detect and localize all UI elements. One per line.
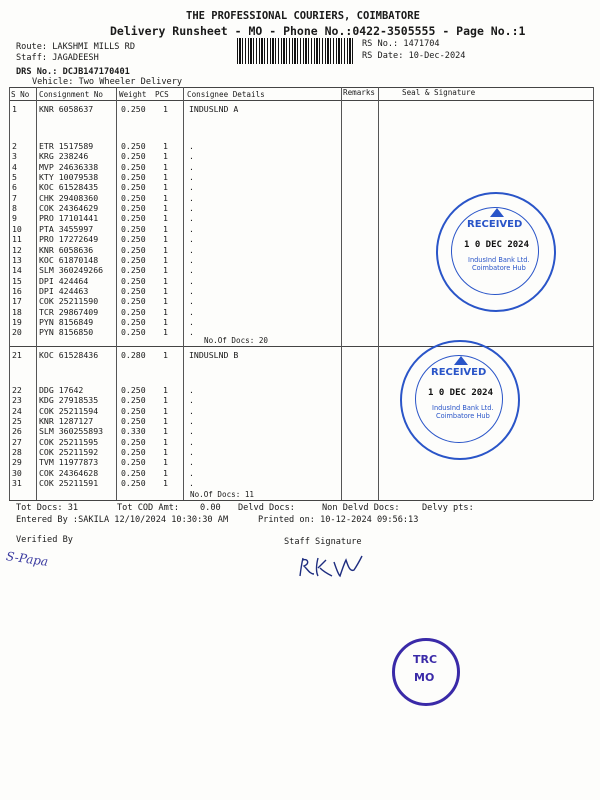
- row-consignee: .: [189, 213, 194, 224]
- row-pcs: 1: [163, 151, 168, 162]
- row-sno: 27: [12, 436, 22, 447]
- delvy-pts: Delvy pts:: [422, 503, 474, 513]
- row-consignment: KDG 27918535: [39, 395, 99, 406]
- row-pcs: 1: [163, 213, 168, 224]
- row-weight: 0.250: [121, 395, 146, 406]
- row-pcs: 1: [163, 234, 168, 245]
- row-sno: 5: [12, 172, 17, 183]
- row-consignment: PRO 17101441: [39, 213, 99, 224]
- row-sno: 17: [12, 296, 22, 307]
- row-consignee: .: [189, 244, 194, 255]
- table-row: [0, 478, 600, 488]
- row-sno: 24: [12, 405, 22, 416]
- no-of-docs: No.Of Docs: 20: [204, 336, 269, 345]
- row-pcs: 1: [163, 405, 168, 416]
- row-consignment: KNR 6058637: [39, 104, 94, 114]
- table-row: [0, 151, 600, 161]
- tot-docs: Tot Docs: 31: [16, 503, 79, 513]
- row-consignee: .: [189, 151, 194, 162]
- row-consignee: .: [189, 254, 194, 265]
- stamp-bank: IndusInd Bank Ltd.: [468, 256, 530, 264]
- row-pcs: 1: [163, 350, 168, 360]
- row-consignment: KOC 61528435: [39, 182, 99, 193]
- table-row: [0, 447, 600, 457]
- row-consignment: SLM 360249266: [39, 265, 104, 276]
- row-sno: 21: [12, 350, 22, 360]
- row-consignee: .: [189, 306, 194, 317]
- row-sno: 4: [12, 161, 17, 172]
- row-weight: 0.250: [121, 327, 146, 338]
- table-row: [0, 104, 600, 114]
- row-consignee: .: [189, 457, 194, 468]
- row-weight: 0.250: [121, 285, 146, 296]
- row-consignee: .: [189, 172, 194, 183]
- row-consignee: .: [189, 327, 194, 338]
- table-row: [0, 141, 600, 151]
- stamp-date: 1 0 DEC 2024: [428, 388, 494, 398]
- col-header-consignment: Consignment No: [39, 90, 104, 99]
- row-pcs: 1: [163, 254, 168, 265]
- row-sno: 30: [12, 467, 22, 478]
- row-pcs: 1: [163, 192, 168, 203]
- route-label: Route: LAKSHMI MILLS RD: [16, 42, 135, 52]
- row-weight: 0.250: [121, 213, 146, 224]
- row-consignee: .: [189, 447, 194, 458]
- row-pcs: 1: [163, 327, 168, 338]
- row-weight: 0.250: [121, 254, 146, 265]
- triangle-icon: [490, 208, 504, 217]
- row-pcs: 1: [163, 104, 168, 114]
- row-consignment: COK 24364629: [39, 203, 99, 214]
- row-pcs: 1: [163, 244, 168, 255]
- table-row: [0, 172, 600, 182]
- row-weight: 0.250: [121, 275, 146, 286]
- row-weight: 0.250: [121, 405, 146, 416]
- row-weight: 0.250: [121, 467, 146, 478]
- row-consignment: KOC 61528436: [39, 350, 99, 360]
- stamp-bank: IndusInd Bank Ltd.: [432, 404, 494, 412]
- row-consignment: TCR 29867409: [39, 306, 99, 317]
- row-consignment: KOC 61870148: [39, 254, 99, 265]
- row-weight: 0.250: [121, 316, 146, 327]
- row-consignee: .: [189, 426, 194, 437]
- row-sno: 25: [12, 416, 22, 427]
- row-weight: 0.250: [121, 161, 146, 172]
- row-sno: 6: [12, 182, 17, 193]
- table-row: [0, 182, 600, 192]
- tot-cod: Tot COD Amt:: [117, 503, 180, 513]
- row-consignee: .: [189, 203, 194, 214]
- row-consignee: .: [189, 296, 194, 307]
- row-consignment: COK 25211592: [39, 447, 99, 458]
- row-pcs: 1: [163, 223, 168, 234]
- staff-label: Staff: JAGADEESH: [16, 53, 99, 63]
- row-pcs: 1: [163, 275, 168, 286]
- row-consignment: DPI 424464: [39, 275, 89, 286]
- row-pcs: 1: [163, 478, 168, 489]
- triangle-icon: [454, 356, 468, 365]
- row-sno: 22: [12, 385, 22, 395]
- row-pcs: 1: [163, 447, 168, 458]
- row-pcs: 1: [163, 161, 168, 172]
- row-weight: 0.250: [121, 306, 146, 317]
- row-weight: 0.250: [121, 478, 146, 489]
- stamp-hub: Coimbatore Hub: [472, 264, 526, 272]
- row-pcs: 1: [163, 172, 168, 183]
- row-pcs: 1: [163, 385, 168, 395]
- row-consignment: CHK 29408360: [39, 192, 99, 203]
- row-consignee: .: [189, 161, 194, 172]
- stamp-hub: Coimbatore Hub: [436, 412, 490, 420]
- row-pcs: 1: [163, 457, 168, 468]
- row-sno: 28: [12, 447, 22, 458]
- row-weight: 0.250: [121, 223, 146, 234]
- row-sno: 13: [12, 254, 22, 265]
- row-pcs: 1: [163, 426, 168, 437]
- row-weight: 0.280: [121, 350, 146, 360]
- row-sno: 26: [12, 426, 22, 437]
- row-sno: 2: [12, 141, 17, 151]
- table-row: [0, 162, 600, 172]
- col-header-weight: Weight: [119, 90, 147, 99]
- row-weight: 0.330: [121, 426, 146, 437]
- col-header-remarks: Remarks: [343, 88, 376, 97]
- no-of-docs: No.Of Docs: 11: [190, 490, 255, 499]
- delvd-docs: Delvd Docs:: [238, 503, 295, 513]
- company-title: THE PROFESSIONAL COURIERS, COIMBATORE: [186, 10, 420, 22]
- row-consignment: COK 25211591: [39, 478, 99, 489]
- row-consignment: KNR 6058636: [39, 244, 94, 255]
- verified-by: Verified By: [16, 535, 73, 545]
- received-stamp: [400, 340, 520, 460]
- row-consignment: DDG 17642: [39, 385, 84, 395]
- row-pcs: 1: [163, 203, 168, 214]
- row-sno: 23: [12, 395, 22, 406]
- row-sno: 19: [12, 316, 22, 327]
- row-consignee: .: [189, 385, 194, 395]
- row-consignment: TVM 11977873: [39, 457, 99, 468]
- row-sno: 10: [12, 223, 22, 234]
- row-weight: 0.250: [121, 203, 146, 214]
- row-weight: 0.250: [121, 296, 146, 307]
- row-consignee: .: [189, 316, 194, 327]
- row-weight: 0.250: [121, 265, 146, 276]
- rs-no: RS No.: 1471704: [362, 39, 440, 49]
- row-consignment: KNR 1287127: [39, 416, 94, 427]
- row-consignee: .: [189, 141, 194, 151]
- row-consignee: .: [189, 234, 194, 245]
- cod-amount: 0.00: [200, 503, 221, 513]
- row-sno: 16: [12, 285, 22, 296]
- row-pcs: 1: [163, 182, 168, 193]
- staff-signature-label: Staff Signature: [284, 537, 362, 547]
- table-row: [0, 350, 600, 360]
- consignee-name: INDUSLND A: [189, 104, 239, 114]
- row-pcs: 1: [163, 395, 168, 406]
- entered-by: Entered By :SAKILA 12/10/2024 10:30:30 AM: [16, 515, 229, 525]
- row-sno: 31: [12, 478, 22, 489]
- row-pcs: 1: [163, 316, 168, 327]
- row-consignee: .: [189, 223, 194, 234]
- row-consignment: COK 25211595: [39, 436, 99, 447]
- row-consignment: PTA 3455997: [39, 223, 94, 234]
- non-delvd-docs: Non Delvd Docs:: [322, 503, 400, 513]
- col-header-consignee: Consignee Details: [187, 90, 265, 99]
- row-weight: 0.250: [121, 447, 146, 458]
- row-weight: 0.250: [121, 151, 146, 162]
- row-sno: 8: [12, 203, 17, 214]
- row-consignment: PYN 8156849: [39, 316, 94, 327]
- rs-date: RS Date: 10-Dec-2024: [362, 51, 466, 61]
- table-row: [0, 317, 600, 327]
- row-sno: 12: [12, 244, 22, 255]
- row-weight: 0.250: [121, 141, 146, 151]
- row-consignee: .: [189, 275, 194, 286]
- row-consignment: KRG 238246: [39, 151, 89, 162]
- row-consignment: COK 25211590: [39, 296, 99, 307]
- trc-mo-label: MO: [414, 671, 435, 684]
- row-pcs: 1: [163, 285, 168, 296]
- row-sno: 29: [12, 457, 22, 468]
- row-weight: 0.250: [121, 192, 146, 203]
- row-consignment: MVP 24636338: [39, 161, 99, 172]
- row-weight: 0.250: [121, 172, 146, 183]
- row-consignment: COK 24364628: [39, 467, 99, 478]
- row-consignment: PRO 17272649: [39, 234, 99, 245]
- row-pcs: 1: [163, 265, 168, 276]
- row-weight: 0.250: [121, 234, 146, 245]
- table-row: [0, 327, 600, 337]
- row-weight: 0.250: [121, 385, 146, 395]
- handwritten-verifier: S-Papa: [5, 549, 50, 569]
- row-sno: 18: [12, 306, 22, 317]
- vehicle-label: Vehicle: Two Wheeler Delivery: [32, 77, 183, 87]
- row-sno: 7: [12, 192, 17, 203]
- barcode: [237, 38, 355, 64]
- row-weight: 0.250: [121, 104, 146, 114]
- consignee-name: INDUSLND B: [189, 350, 239, 360]
- row-weight: 0.250: [121, 244, 146, 255]
- row-sno: 20: [12, 327, 22, 338]
- stamp-received-label: RECEIVED: [431, 367, 487, 378]
- row-consignee: .: [189, 285, 194, 296]
- row-sno: 1: [12, 104, 17, 114]
- row-sno: 15: [12, 275, 22, 286]
- trc-label: TRC: [413, 653, 438, 666]
- stamp-received-label: RECEIVED: [467, 219, 523, 230]
- row-consignee: .: [189, 436, 194, 447]
- row-consignee: .: [189, 192, 194, 203]
- row-weight: 0.250: [121, 416, 146, 427]
- row-weight: 0.250: [121, 457, 146, 468]
- row-consignee: .: [189, 182, 194, 193]
- row-consignee: .: [189, 416, 194, 427]
- row-sno: 11: [12, 234, 22, 245]
- row-pcs: 1: [163, 436, 168, 447]
- stamp-date: 1 0 DEC 2024: [464, 240, 530, 250]
- row-consignment: SLM 360255893: [39, 426, 104, 437]
- row-consignee: .: [189, 405, 194, 416]
- trc-stamp: [392, 638, 460, 706]
- row-consignment: PYN 8156850: [39, 327, 94, 338]
- printed-on: Printed on: 10-12-2024 09:56:13: [258, 515, 419, 525]
- row-sno: 3: [12, 151, 17, 162]
- row-consignee: .: [189, 265, 194, 276]
- drs-no: DRS No.: DCJB147170401: [16, 67, 130, 77]
- row-pcs: 1: [163, 467, 168, 478]
- col-header-pcs: PCS: [155, 90, 169, 99]
- row-consignment: COK 25211594: [39, 405, 99, 416]
- row-weight: 0.250: [121, 436, 146, 447]
- row-weight: 0.250: [121, 182, 146, 193]
- table-row: [0, 457, 600, 467]
- staff-signature: [296, 552, 366, 584]
- row-consignment: ETR 1517589: [39, 141, 94, 151]
- row-sno: 9: [12, 213, 17, 224]
- row-consignment: KTY 10079538: [39, 172, 99, 183]
- row-sno: 14: [12, 265, 22, 276]
- col-header-sno: S No: [11, 90, 30, 99]
- row-pcs: 1: [163, 416, 168, 427]
- row-pcs: 1: [163, 141, 168, 151]
- runsheet-title: Delivery Runsheet - MO - Phone No.:0422-3505555 - Page No.:1: [110, 24, 526, 38]
- table-row: [0, 468, 600, 478]
- row-consignment: DPI 424463: [39, 285, 89, 296]
- received-stamp: [436, 192, 556, 312]
- row-pcs: 1: [163, 306, 168, 317]
- table-row: [0, 437, 600, 447]
- row-consignee: .: [189, 395, 194, 406]
- row-pcs: 1: [163, 296, 168, 307]
- row-consignee: .: [189, 478, 194, 489]
- col-header-seal: Seal & Signature: [402, 88, 476, 97]
- row-consignee: .: [189, 467, 194, 478]
